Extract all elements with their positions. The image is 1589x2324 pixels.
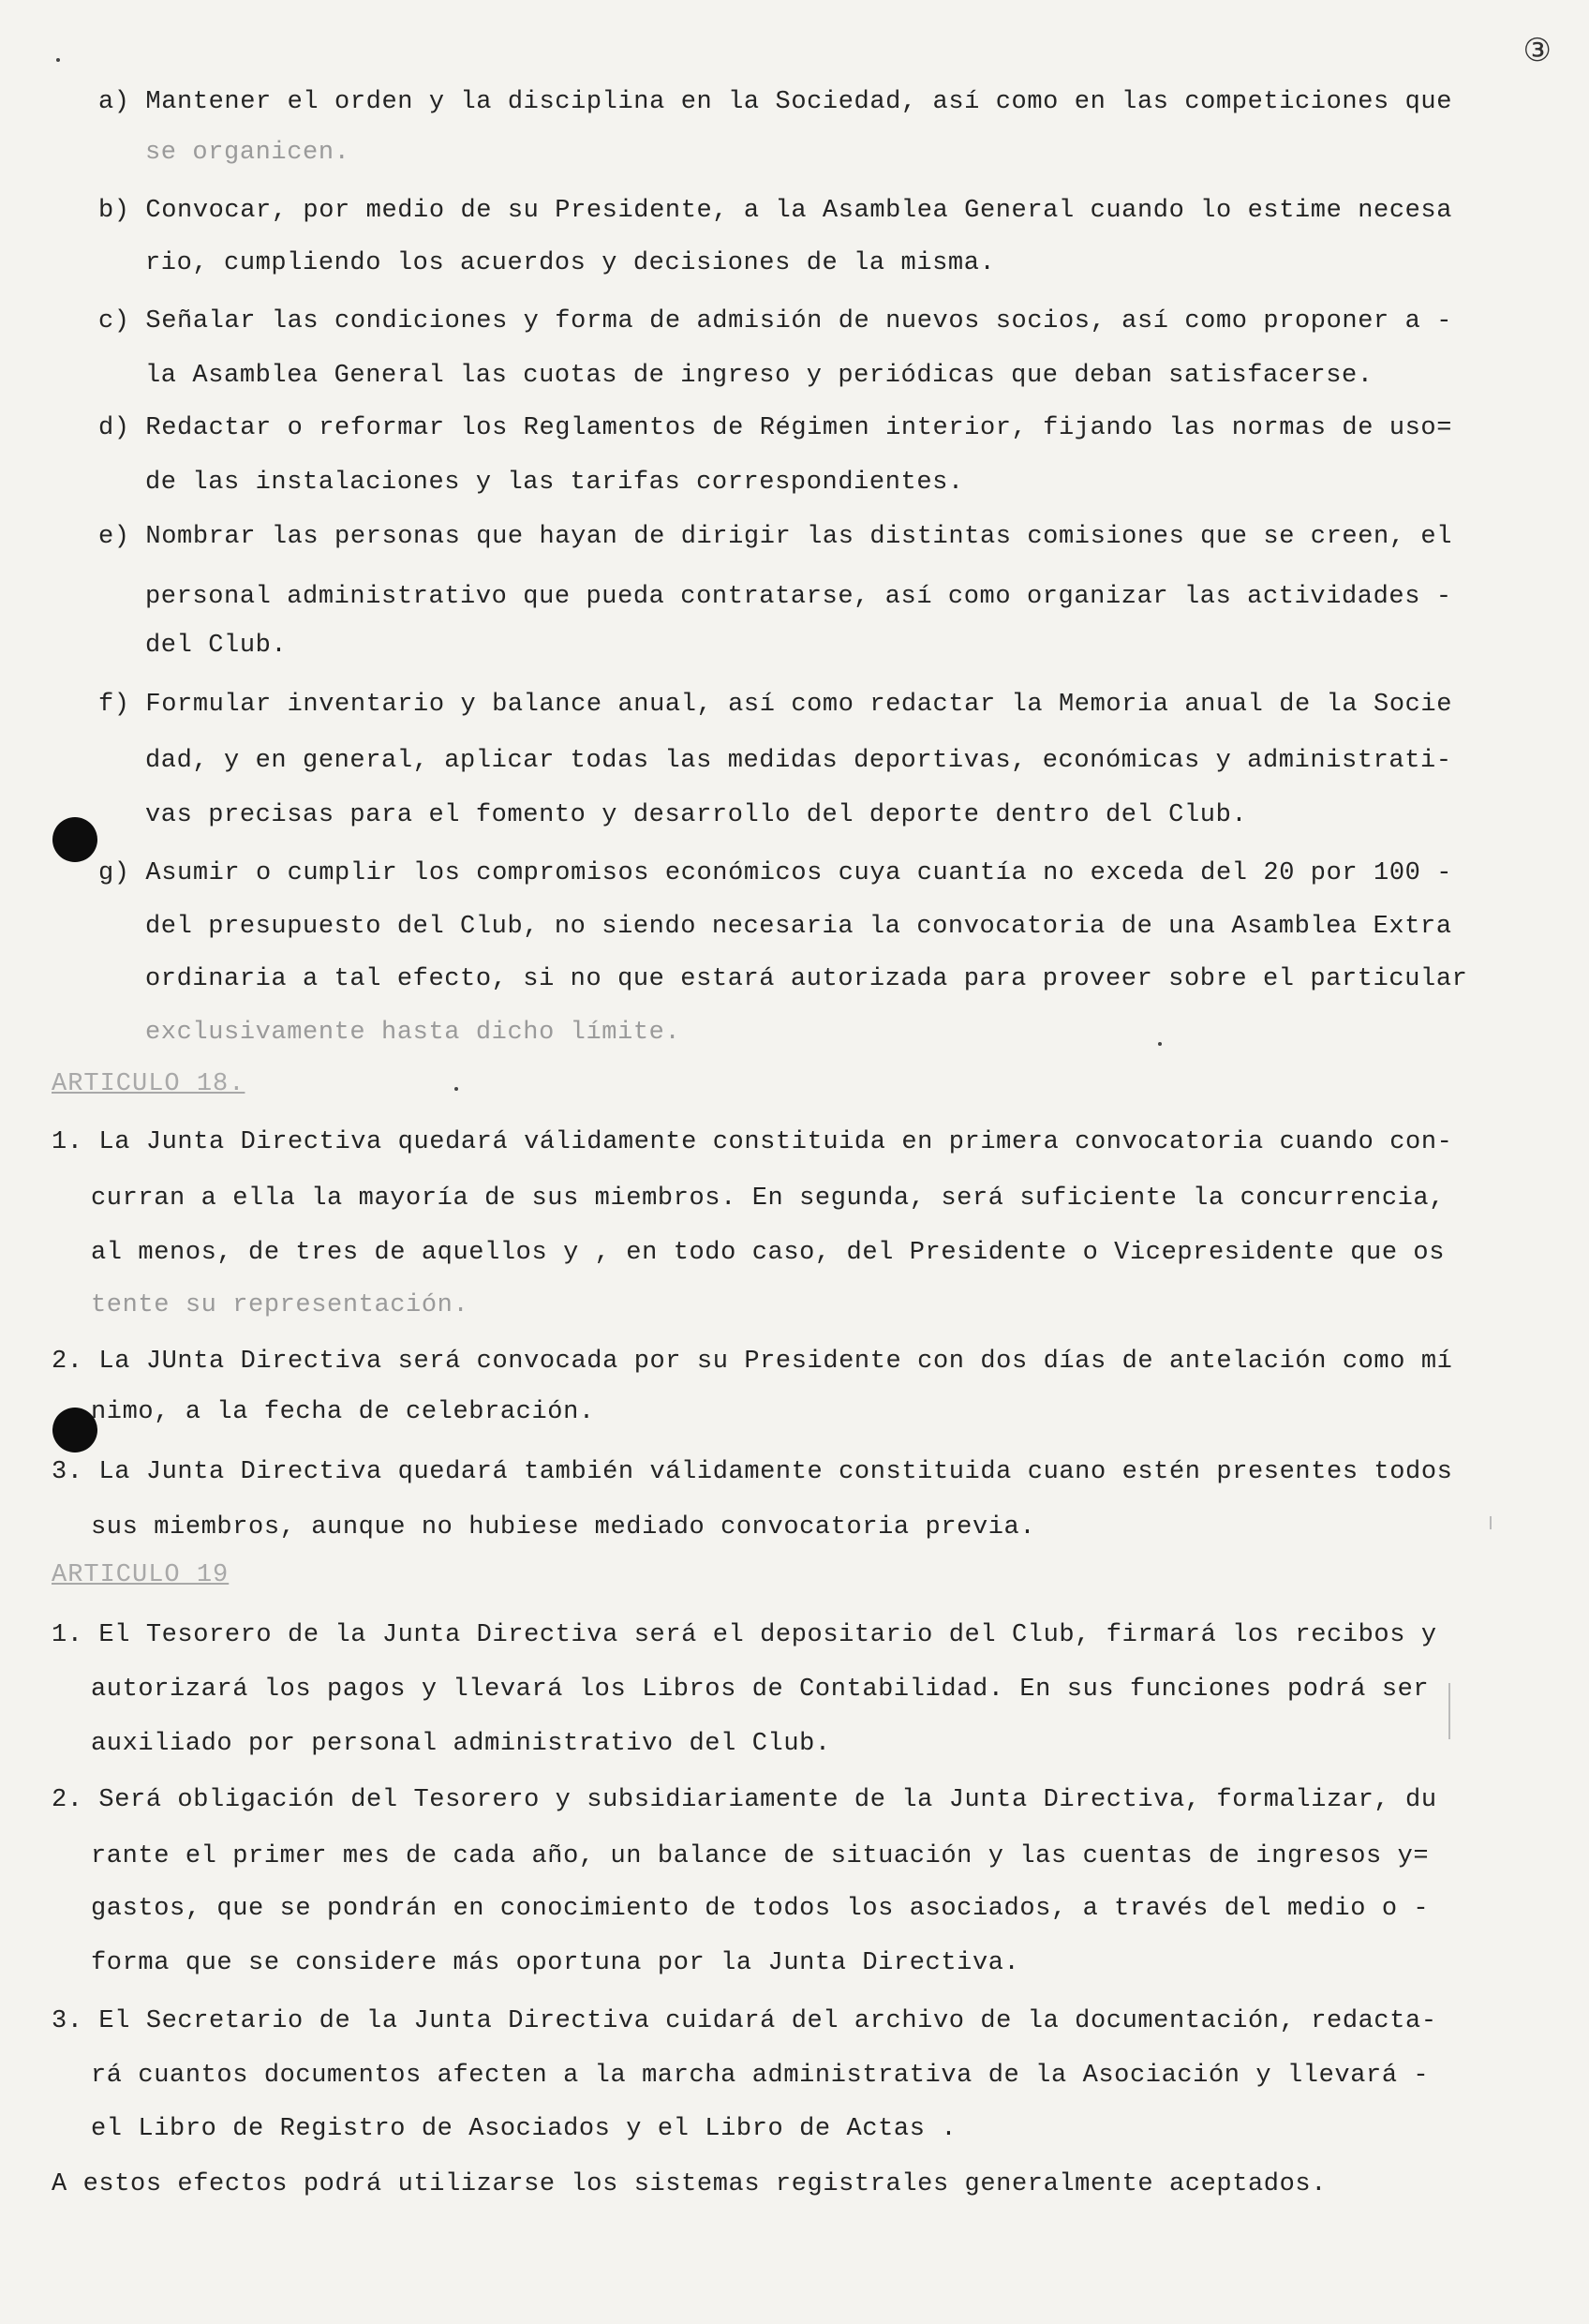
text-line: la Asamblea General las cuotas de ingreso y periódicas que deban satisfacerse.: [145, 362, 1374, 390]
text-line: 3. La Junta Directiva quedará también válidamente constituida cuano estén presentes todos: [52, 1458, 1453, 1486]
text-line: f) Formular inventario y balance anual, así como redactar la Memoria anual de la Socie: [98, 691, 1453, 719]
text-line: 2. Será obligación del Tesorero y subsidiariamente de la Junta Directiva, formalizar, du: [52, 1786, 1437, 1814]
edge-mark: [1490, 1516, 1492, 1529]
text-line: del Club.: [145, 632, 288, 660]
text-line: 2. La JUnta Directiva será convocada por su Presidente con dos días de antelación como mí: [52, 1348, 1453, 1376]
punch-hole-top: [52, 817, 97, 862]
text-line: el Libro de Registro de Asociados y el Libro de Actas .: [91, 2115, 958, 2143]
text-line: al menos, de tres de aquellos y , en todo caso, del Presidente o Vicepresidente que os: [91, 1239, 1446, 1267]
text-line: 1. La Junta Directiva quedará válidamente constituida en primera convocatoria cuando con-: [52, 1128, 1453, 1156]
text-line: 3. El Secretario de la Junta Directiva cuidará del archivo de la documentación, redacta-: [52, 2007, 1437, 2035]
text-line: personal administrativo que pueda contratarse, así como organizar las actividades -: [145, 583, 1452, 611]
text-line: g) Asumir o cumplir los compromisos económicos cuya cuantía no exceda del 20 por 100 -: [98, 859, 1453, 887]
article-heading: ARTICULO 19: [52, 1561, 230, 1589]
text-line: c) Señalar las condiciones y forma de admisión de nuevos socios, así como proponer a -: [98, 307, 1453, 335]
text-line: auxiliado por personal administrativo del Club.: [91, 1730, 831, 1758]
text-line: exclusivamente hasta dicho límite.: [145, 1019, 681, 1047]
text-line: rio, cumpliendo los acuerdos y decisiones de la misma.: [145, 249, 996, 277]
page-number: ③: [1522, 32, 1552, 69]
text-line: autorizará los pagos y llevará los Libros de Contabilidad. En sus funciones podrá ser: [91, 1676, 1430, 1704]
text-line: e) Nombrar las personas que hayan de dirigir las distintas comisiones que se creen, el: [98, 523, 1453, 551]
ink-speck: [1158, 1042, 1162, 1046]
text-line: d) Redactar o reformar los Reglamentos de Régimen interior, fijando las normas de uso=: [98, 414, 1453, 442]
article-heading: ARTICULO 18.: [52, 1070, 245, 1098]
text-line: nimo, a la fecha de celebración.: [91, 1398, 595, 1426]
text-line: forma que se considere más oportuna por la Junta Directiva.: [91, 1949, 1020, 1977]
text-line: dad, y en general, aplicar todas las medidas deportivas, económicas y administrati-: [145, 747, 1452, 775]
text-line: rá cuantos documentos afecten a la marcha administrativa de la Asociación y llevará -: [91, 2062, 1430, 2090]
text-line: de las instalaciones y las tarifas correspondientes.: [145, 469, 964, 497]
text-line: del presupuesto del Club, no siendo necesaria la convocatoria de una Asamblea Extra: [145, 913, 1452, 941]
text-line: b) Convocar, por medio de su Presidente, a la Asamblea General cuando lo estime necesa: [98, 197, 1453, 225]
text-line: ordinaria a tal efecto, si no que estará autorizada para proveer sobre el particular: [145, 965, 1468, 993]
edge-mark: [1448, 1683, 1450, 1739]
text-line: a) Mantener el orden y la disciplina en la Sociedad, así como en las competiciones que: [98, 88, 1453, 116]
text-line: rante el primer mes de cada año, un balance de situación y las cuentas de ingresos y=: [91, 1842, 1430, 1870]
text-line: vas precisas para el fomento y desarrollo del deporte dentro del Club.: [145, 801, 1248, 829]
text-line: tente su representación.: [91, 1291, 469, 1319]
text-line: 1. El Tesorero de la Junta Directiva será el depositario del Club, firmará los recibos y: [52, 1621, 1437, 1649]
text-line: A estos efectos podrá utilizarse los sistemas registrales generalmente aceptados.: [52, 2170, 1328, 2198]
ink-speck: [56, 58, 60, 62]
text-line: se organicen.: [145, 139, 350, 167]
text-line: sus miembros, aunque no hubiese mediado convocatoria previa.: [91, 1513, 1036, 1542]
ink-speck: [454, 1087, 458, 1091]
text-line: gastos, que se pondrán en conocimiento de todos los asociados, a través del medio o -: [91, 1895, 1430, 1923]
text-line: curran a ella la mayoría de sus miembros. En segunda, será suficiente la concurrencia,: [91, 1184, 1446, 1213]
